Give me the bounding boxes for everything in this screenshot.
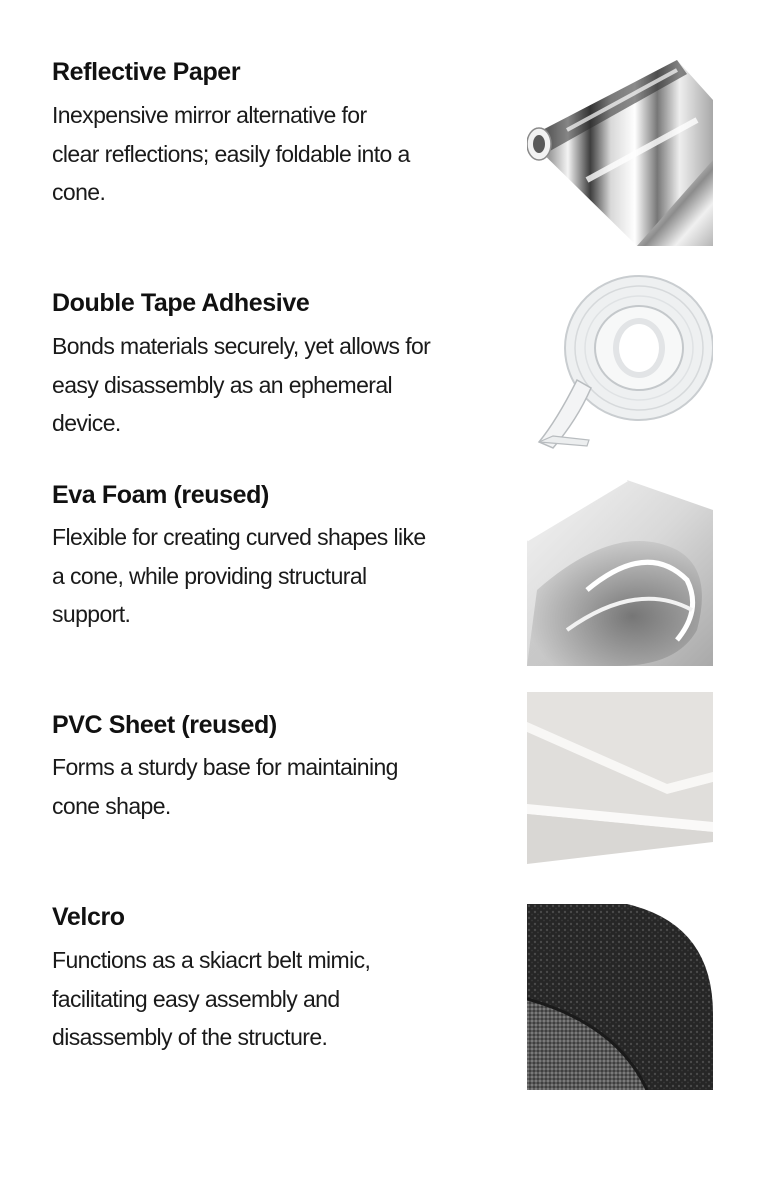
material-description: Forms a sturdy base for maintaining cone shape. bbox=[52, 754, 398, 819]
material-description: Bonds materials securely, yet allows for easy disassembly as an ephemeral device. bbox=[52, 333, 431, 436]
eva-foam-sheet-image bbox=[527, 480, 713, 666]
material-description: Inexpensive mirror alternative for clear reflections; easily foldable into a cone. bbox=[52, 102, 410, 205]
double-tape-roll-image bbox=[527, 270, 713, 456]
material-title: Reflective Paper bbox=[52, 58, 241, 86]
material-title: Velcro bbox=[52, 903, 125, 931]
material-description: Flexible for creating curved shapes like a cone, while providing structural support. bbox=[52, 524, 426, 627]
material-title: Double Tape Adhesive bbox=[52, 289, 310, 317]
material-title: PVC Sheet (reused) bbox=[52, 711, 277, 739]
velcro-strip-image bbox=[527, 904, 713, 1090]
material-title: Eva Foam (reused) bbox=[52, 481, 269, 509]
material-description: Functions as a skiacrt belt mimic, facilitating easy assembly and disassembly of the structure. bbox=[52, 947, 371, 1050]
reflective-paper-roll-image bbox=[527, 60, 713, 246]
pvc-sheet-image bbox=[527, 692, 713, 878]
